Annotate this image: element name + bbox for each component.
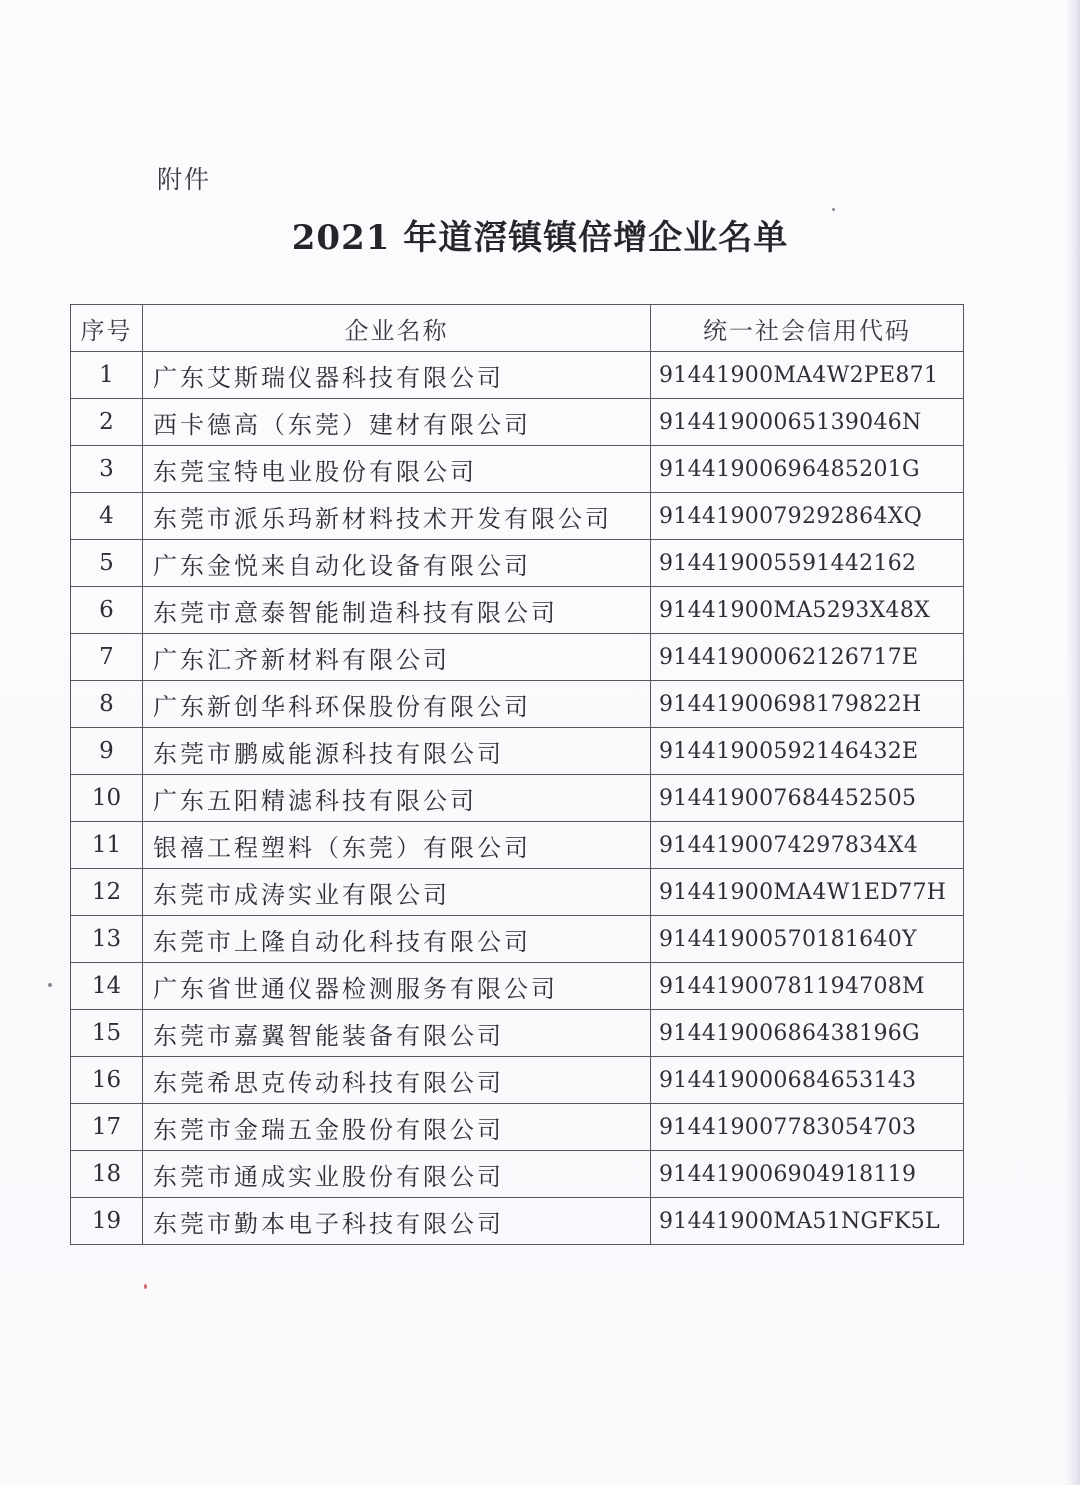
row-enterprise-name: 东莞市通成实业股份有限公司 [143,1151,651,1198]
table-row [71,822,964,869]
table-row [71,1104,964,1151]
table-row [71,1057,964,1104]
row-enterprise-name: 东莞宝特电业股份有限公司 [143,446,651,493]
row-seq: 16 [71,1057,143,1104]
table-header-row [71,305,964,352]
row-credit-code: 91441900MA4W2PE871 [651,352,964,399]
table-row [71,634,964,681]
table-row [71,775,964,822]
row-seq: 14 [71,963,143,1010]
table-row [71,869,964,916]
table-row [71,728,964,775]
row-credit-code: 91441900698179822H [651,681,964,728]
row-enterprise-name: 广东金悦来自动化设备有限公司 [143,540,651,587]
row-seq: 19 [71,1198,143,1245]
row-enterprise-name: 广东汇齐新材料有限公司 [143,634,651,681]
row-credit-code: 91441900062126717E [651,634,964,681]
document-title: 2021 年道滘镇镇倍增企业名单 [291,218,789,258]
row-credit-code: 91441900592146432E [651,728,964,775]
row-credit-code: 91441900696485201G [651,446,964,493]
row-credit-code: 91441900570181640Y [651,916,964,963]
row-credit-code: 91441900686438196G [651,1010,964,1057]
row-seq: 6 [71,587,143,634]
attachment-label: 附件 [157,165,212,194]
row-enterprise-name: 广东新创华科环保股份有限公司 [143,681,651,728]
row-credit-code: 914419005591442162 [651,540,964,587]
table-row [71,399,964,446]
row-enterprise-name: 东莞市意泰智能制造科技有限公司 [143,587,651,634]
row-credit-code: 91441900065139046N [651,399,964,446]
row-seq: 2 [71,399,143,446]
row-enterprise-name: 东莞市勤本电子科技有限公司 [143,1198,651,1245]
row-enterprise-name: 东莞希思克传动科技有限公司 [143,1057,651,1104]
header-enterprise-name: 企业名称 [143,305,651,352]
row-seq: 18 [71,1151,143,1198]
row-seq: 9 [71,728,143,775]
row-enterprise-name: 东莞市派乐玛新材料技术开发有限公司 [143,493,651,540]
row-seq: 11 [71,822,143,869]
row-seq: 8 [71,681,143,728]
table-row [71,1198,964,1245]
row-credit-code: 91441900MA4W1ED77H [651,869,964,916]
table-row [71,540,964,587]
row-credit-code: 914419007684452505 [651,775,964,822]
row-credit-code: 91441900MA5293X48X [651,587,964,634]
header-credit-code: 统一社会信用代码 [651,305,964,352]
row-enterprise-name: 西卡德高（东莞）建材有限公司 [143,399,651,446]
table-row [71,587,964,634]
row-seq: 12 [71,869,143,916]
row-seq: 17 [71,1104,143,1151]
table-row [71,1010,964,1057]
row-seq: 3 [71,446,143,493]
row-seq: 4 [71,493,143,540]
row-credit-code: 914419007783054703 [651,1104,964,1151]
table-row [71,681,964,728]
row-seq: 13 [71,916,143,963]
enterprise-table [70,304,964,1245]
row-enterprise-name: 东莞市上隆自动化科技有限公司 [143,916,651,963]
scan-speck [48,983,52,987]
table-row [71,916,964,963]
row-seq: 15 [71,1010,143,1057]
row-credit-code: 91441900MA51NGFK5L [651,1198,964,1245]
row-enterprise-name: 东莞市嘉翼智能装备有限公司 [143,1010,651,1057]
row-enterprise-name: 广东艾斯瑞仪器科技有限公司 [143,352,651,399]
row-seq: 1 [71,352,143,399]
row-credit-code: 914419006904918119 [651,1151,964,1198]
row-credit-code: 9144190079292864XQ [651,493,964,540]
table-row [71,963,964,1010]
scan-speck [832,208,835,211]
row-enterprise-name: 东莞市成涛实业有限公司 [143,869,651,916]
row-enterprise-name: 广东省世通仪器检测服务有限公司 [143,963,651,1010]
scan-speck [144,1284,147,1289]
row-enterprise-name: 广东五阳精滤科技有限公司 [143,775,651,822]
table-row [71,1151,964,1198]
header-seq: 序号 [71,305,143,352]
row-credit-code: 91441900781194708M [651,963,964,1010]
row-seq: 5 [71,540,143,587]
table-row [71,352,964,399]
row-seq: 10 [71,775,143,822]
row-seq: 7 [71,634,143,681]
row-enterprise-name: 东莞市金瑞五金股份有限公司 [143,1104,651,1151]
row-credit-code: 9144190074297834X4 [651,822,964,869]
row-enterprise-name: 银禧工程塑料（东莞）有限公司 [143,822,651,869]
table-row [71,446,964,493]
table-row [71,493,964,540]
row-credit-code: 914419000684653143 [651,1057,964,1104]
row-enterprise-name: 东莞市鹏威能源科技有限公司 [143,728,651,775]
